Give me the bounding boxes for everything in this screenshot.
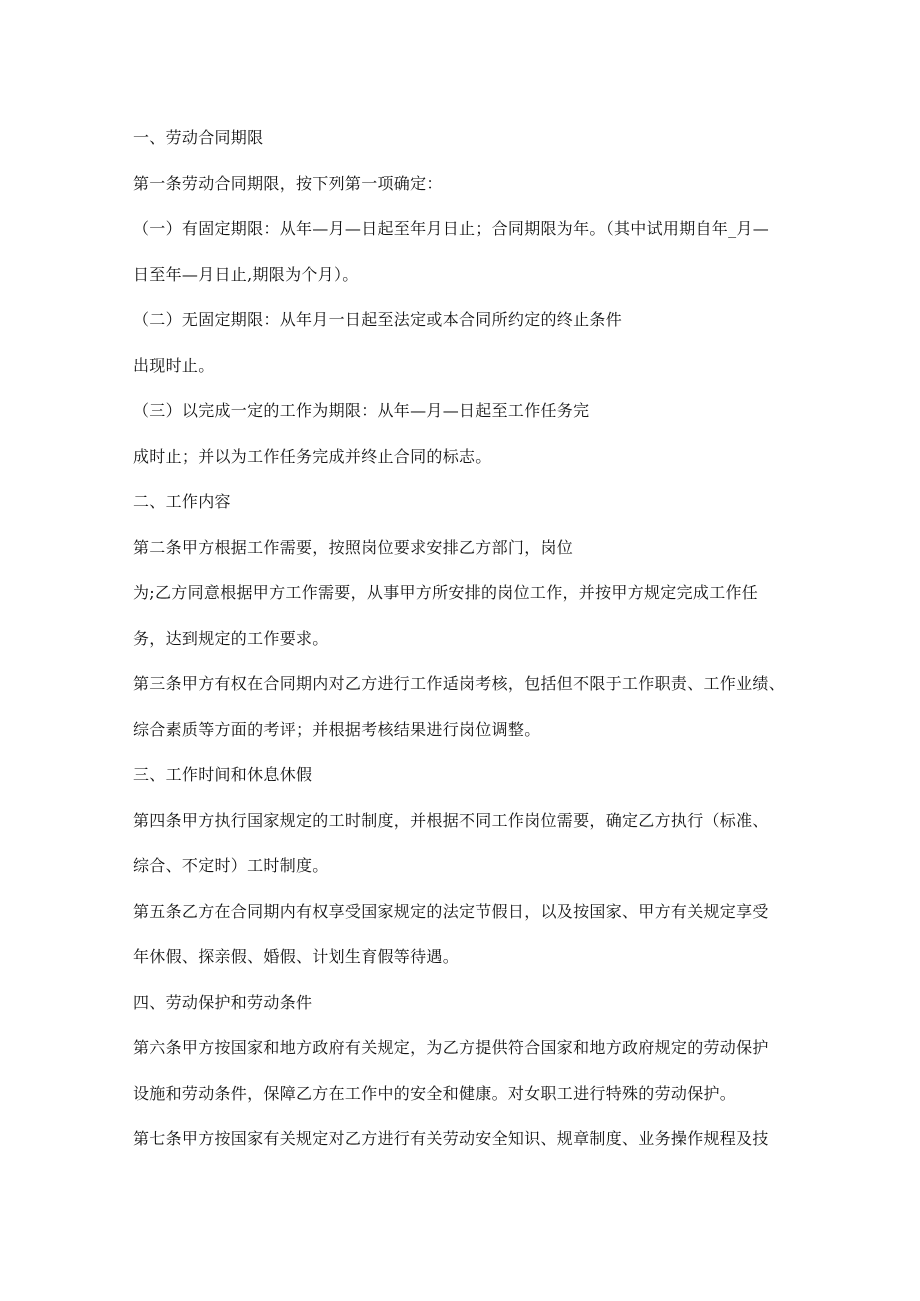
article-4: 第四条甲方执行国家规定的工时制度，并根据不同工作岗位需要，确定乙方执行（标准、 — [133, 811, 769, 830]
clause-task-term: （三）以完成一定的工作为期限：从年—月—日起至工作任务完 — [133, 401, 590, 420]
clause-fixed-term-cont: 日至年—月日止,期限为个月）。 — [133, 265, 359, 284]
article-7: 第七条甲方按国家有关规定对乙方进行有关劳动安全知识、规章制度、业务操作规程及技 — [133, 1129, 769, 1148]
article-4-cont: 综合、不定时）工时制度。 — [133, 856, 329, 875]
article-2-cont: 为;乙方同意根据甲方工作需要，从事甲方所安排的岗位工作，并按甲方规定完成工作任 — [133, 583, 759, 602]
article-1: 第一条劳动合同期限，按下列第一项确定： — [133, 174, 443, 193]
article-3-cont: 综合素质等方面的考评；并根据考核结果进行岗位调整。 — [133, 720, 541, 739]
clause-fixed-term: （一）有固定期限：从年—月—日起至年月日止；合同期限为年。（其中试用期自年_月— — [133, 219, 770, 238]
article-3: 第三条甲方有权在合同期内对乙方进行工作适岗考核，包括但不限于工作职责、工作业绩、 — [133, 674, 786, 693]
article-2-cont-2: 务，达到规定的工作要求。 — [133, 629, 329, 648]
article-5: 第五条乙方在合同期内有权享受国家规定的法定节假日，以及按国家、甲方有关规定享受 — [133, 902, 769, 921]
heading-labor-protection: 四、劳动保护和劳动条件 — [133, 993, 313, 1012]
article-6-cont: 设施和劳动条件，保障乙方在工作中的安全和健康。对女职工进行特殊的劳动保护。 — [133, 1084, 737, 1103]
clause-open-term: （二）无固定期限：从年月一日起至法定或本合同所约定的终止条件 — [133, 310, 623, 329]
heading-contract-term: 一、劳动合同期限 — [133, 128, 264, 147]
heading-work-hours: 三、工作时间和休息休假 — [133, 765, 313, 784]
heading-work-content: 二、工作内容 — [133, 492, 231, 511]
article-6: 第六条甲方按国家和地方政府有关规定，为乙方提供符合国家和地方政府规定的劳动保护 — [133, 1038, 769, 1057]
article-5-cont: 年休假、探亲假、婚假、计划生育假等待遇。 — [133, 947, 460, 966]
clause-open-term-cont: 出现时止。 — [133, 356, 215, 375]
clause-task-term-cont: 成时止；并以为工作任务完成并终止合同的标志。 — [133, 447, 492, 466]
article-2: 第二条甲方根据工作需要，按照岗位要求安排乙方部门，岗位 — [133, 538, 574, 557]
